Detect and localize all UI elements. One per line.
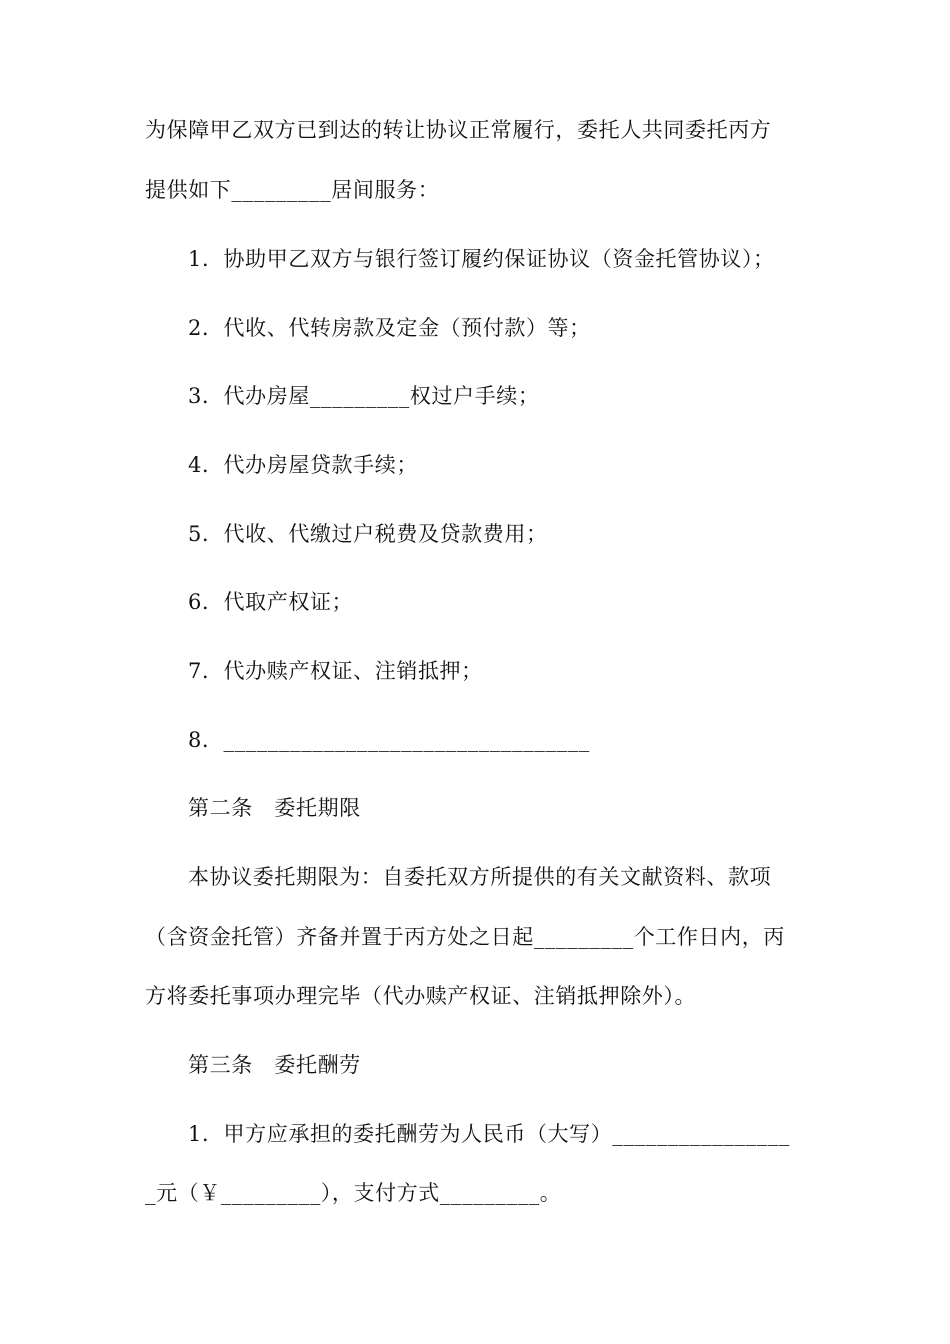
service-item-3: 3．代办房屋_________权过户手续； — [188, 384, 540, 408]
service-item-5: 5．代收、代缴过户税费及贷款费用； — [188, 522, 548, 546]
service-item-2: 2．代收、代转房款及定金（预付款）等； — [188, 316, 591, 340]
fee-paragraph-line-1: 1．甲方应承担的委托酬劳为人民币（大写）________________ — [188, 1122, 790, 1146]
article-3-heading: 第三条 委托酬劳 — [188, 1053, 361, 1077]
article-2-heading: 第二条 委托期限 — [188, 796, 361, 820]
intro-paragraph-line-1: 为保障甲乙双方已到达的转让协议正常履行，委托人共同委托丙方 — [145, 118, 772, 142]
term-paragraph-line-2: （含资金托管）齐备并置于丙方处之日起_________个工作日内，丙 — [145, 925, 785, 949]
fee-paragraph-line-2: _元（￥_________），支付方式_________。 — [145, 1181, 562, 1205]
service-item-6: 6．代取产权证； — [188, 590, 354, 614]
service-item-7: 7．代办赎产权证、注销抵押； — [188, 659, 483, 683]
service-item-1: 1．协助甲乙双方与银行签订履约保证协议（资金托管协议）； — [188, 247, 775, 271]
intro-paragraph-line-2: 提供如下_________居间服务： — [145, 178, 440, 202]
service-item-8: 8．_________________________________ — [188, 728, 590, 752]
service-item-4: 4．代办房屋贷款手续； — [188, 453, 418, 477]
term-paragraph-line-1: 本协议委托期限为：自委托双方所提供的有关文献资料、款项 — [188, 865, 772, 889]
term-paragraph-line-3: 方将委托事项办理完毕（代办赎产权证、注销抵押除外）。 — [145, 984, 697, 1008]
